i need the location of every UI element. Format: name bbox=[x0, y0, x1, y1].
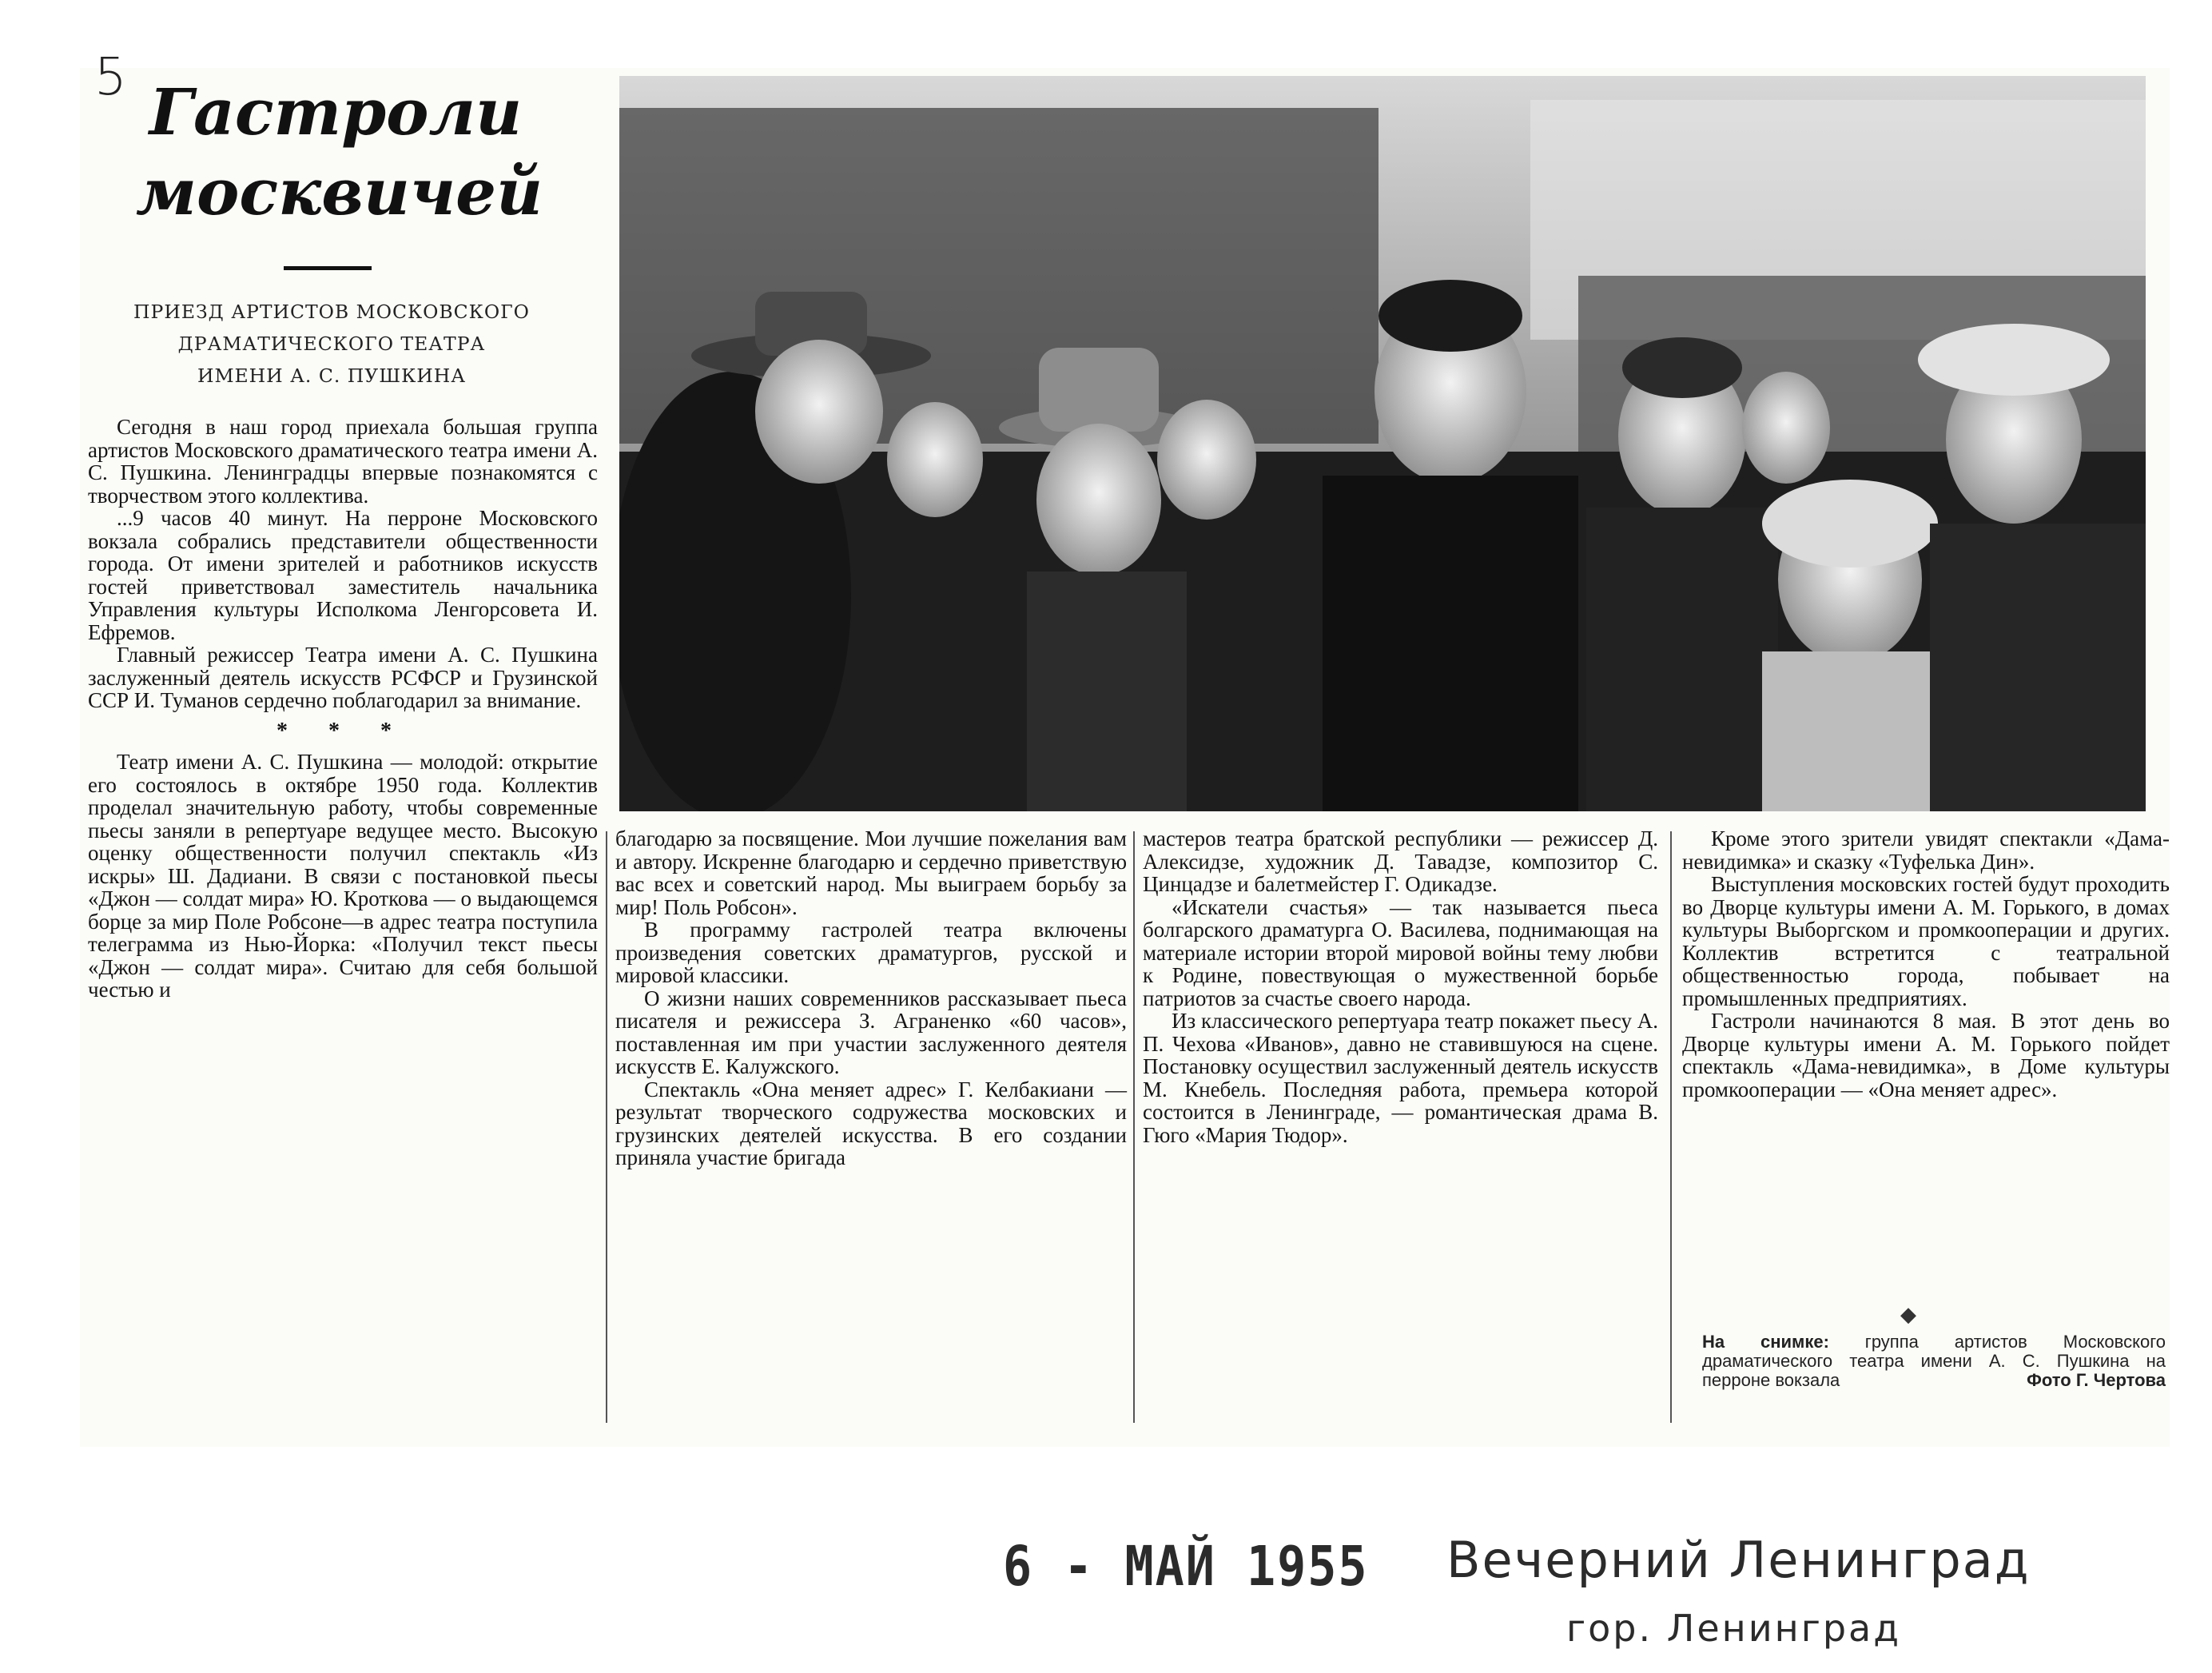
paragraph: мастеров театра братской республики — режиссер Д. Алексидзе, художник Д. Тавадзе, композитор С. Цинцадзе и балетмейстер Г. Одикадзе. bbox=[1143, 827, 1658, 896]
subheadline-line-3: ИМЕНИ А. С. ПУШКИНА bbox=[197, 364, 467, 387]
headline-line-2: москвичей bbox=[136, 154, 543, 229]
group-photo bbox=[619, 76, 2146, 811]
paragraph: Кроме этого зрители увидят спектакли «Дама-невидимка» и сказку «Туфелька Дин». bbox=[1682, 827, 2170, 874]
subheadline bbox=[88, 296, 575, 392]
headline-line-1: Гастроли bbox=[149, 74, 523, 149]
city-stamp: гор. Ленинград bbox=[1566, 1607, 1902, 1650]
paragraph: ...9 часов 40 минут. На перроне Московского вокзала собрались представители общественности города. От имени зрителей и работников искусств гостей приветствовал заместитель начальника Управления культуры Исполкома Ленгорсовета И. Ефремов. bbox=[88, 506, 598, 644]
paragraph: Выступления московских гостей будут проходить во Дворце культуры имени А. М. Горького, в домах культуры Выборгском и промкооперации и других. Коллектив встретится с театральной общественностью города, побывает на промышленных предприятиях. bbox=[1682, 872, 2170, 1010]
paragraph: О жизни наших современников рассказывает пьеса писателя и режиссера З. Аграненко «60 часов», поставленная им при участии заслуженного деятеля искусств Е. Калужского. bbox=[615, 986, 1127, 1078]
section-separator: * * * bbox=[276, 718, 409, 743]
paragraph: Из классического репертуара театр покажет пьесу А. П. Чехова «Иванов», давно не ставившуюся на сцене. Постановку осуществил заслуженный деятель искусств М. Кнебель. Последняя работа, премьера которой состоится в Ленинграде, — романтическая драма В. Гюго «Мария Тюдор». bbox=[1143, 1009, 1658, 1147]
photo-credit: Фото Г. Чертова bbox=[2027, 1370, 2166, 1390]
column-divider bbox=[606, 831, 607, 1423]
article-column-4 bbox=[1682, 827, 2170, 1101]
article-column-2 bbox=[615, 827, 1127, 1169]
headline bbox=[136, 72, 543, 232]
paragraph: Театр имени А. С. Пушкина — молодой: открытие его состоялось в октябре 1950 года. Коллектив проделал значительную работу, чтобы современные пьесы заняли в репертуаре ведущее место. Высокую оценку общественности получил спектакль «Из искры» Ш. Дадиани. В связи с постановкой пьесы «Джон — солдат мира» Ю. Кроткова — о выдающемся борце за мир Поле Робсоне—в адрес театра поступила телеграмма из Нью-Йорка: «Получил текст пьесы «Джон — солдат мира». Считаю для себя большой честью и bbox=[88, 750, 598, 1002]
paragraph: Сегодня в наш город приехала большая группа артистов Московского драматического театра имени А. С. Пушкина. Ленинградцы впервые познакомятся с творчеством этого коллектива. bbox=[88, 415, 598, 508]
column-divider bbox=[1670, 831, 1672, 1423]
paragraph: «Искатели счастья» — так называется пьеса болгарского драматурга О. Василева, поднимающая на материале истории второй мировой войны тему любви к Родине, повествующая о мужественной борьбе патриотов за счастье своего народа. bbox=[1143, 894, 1658, 1010]
paragraph: Гастроли начинаются 8 мая. В этот день во Дворце культуры имени А. М. Горького пойдет спектакль «Дама-невидимка», в Доме культуры промкооперации — «Она меняет адрес». bbox=[1682, 1009, 2170, 1101]
paragraph: благодарю за посвящение. Мои лучшие пожелания вам и автору. Искренне благодарю и сердечно приветствую вас всех и советский народ. Мы выиграем борьбу за мир! Поль Робсон». bbox=[615, 827, 1127, 919]
paragraph: Главный режиссер Театра имени А. С. Пушкина заслуженный деятель искусств РСФСР и Грузинской ССР И. Туманов сердечно поблагодарил за внимание. bbox=[88, 643, 598, 712]
subheadline-line-1: ПРИЕЗД АРТИСТОВ МОСКОВСКОГО bbox=[133, 301, 530, 323]
margin-pencil-mark: 5 bbox=[94, 48, 127, 107]
newspaper-name-stamp: Вечерний Ленинград bbox=[1446, 1531, 2031, 1589]
headline-rule bbox=[284, 266, 372, 270]
subheadline-line-2: ДРАМАТИЧЕСКОГО ТЕАТРА bbox=[177, 333, 486, 355]
diamond-ornament-icon: ◆ bbox=[1900, 1303, 1916, 1327]
paragraph: Спектакль «Она меняет адрес» Г. Келбакиани — результат творческого содружества московских и грузинских деятелей искусства. В его создании приняла участие бригада bbox=[615, 1077, 1127, 1169]
caption-lead: На снимке: bbox=[1702, 1332, 1829, 1352]
paragraph: В программу гастролей театра включены произведения советских драматургов, русской и мировой классики. bbox=[615, 918, 1127, 987]
column-divider bbox=[1133, 831, 1135, 1423]
photo-caption bbox=[1702, 1332, 2166, 1390]
caption-text: группа артистов Московского драматического театра имени А. С. Пушкина на перроне вокзала bbox=[1702, 1332, 2166, 1390]
article-column-3 bbox=[1143, 827, 1658, 1146]
article-column-1 bbox=[88, 416, 598, 1002]
group-photo-image bbox=[619, 76, 2146, 811]
date-stamp: 6 - МАЙ 1955 bbox=[1003, 1534, 1369, 1599]
